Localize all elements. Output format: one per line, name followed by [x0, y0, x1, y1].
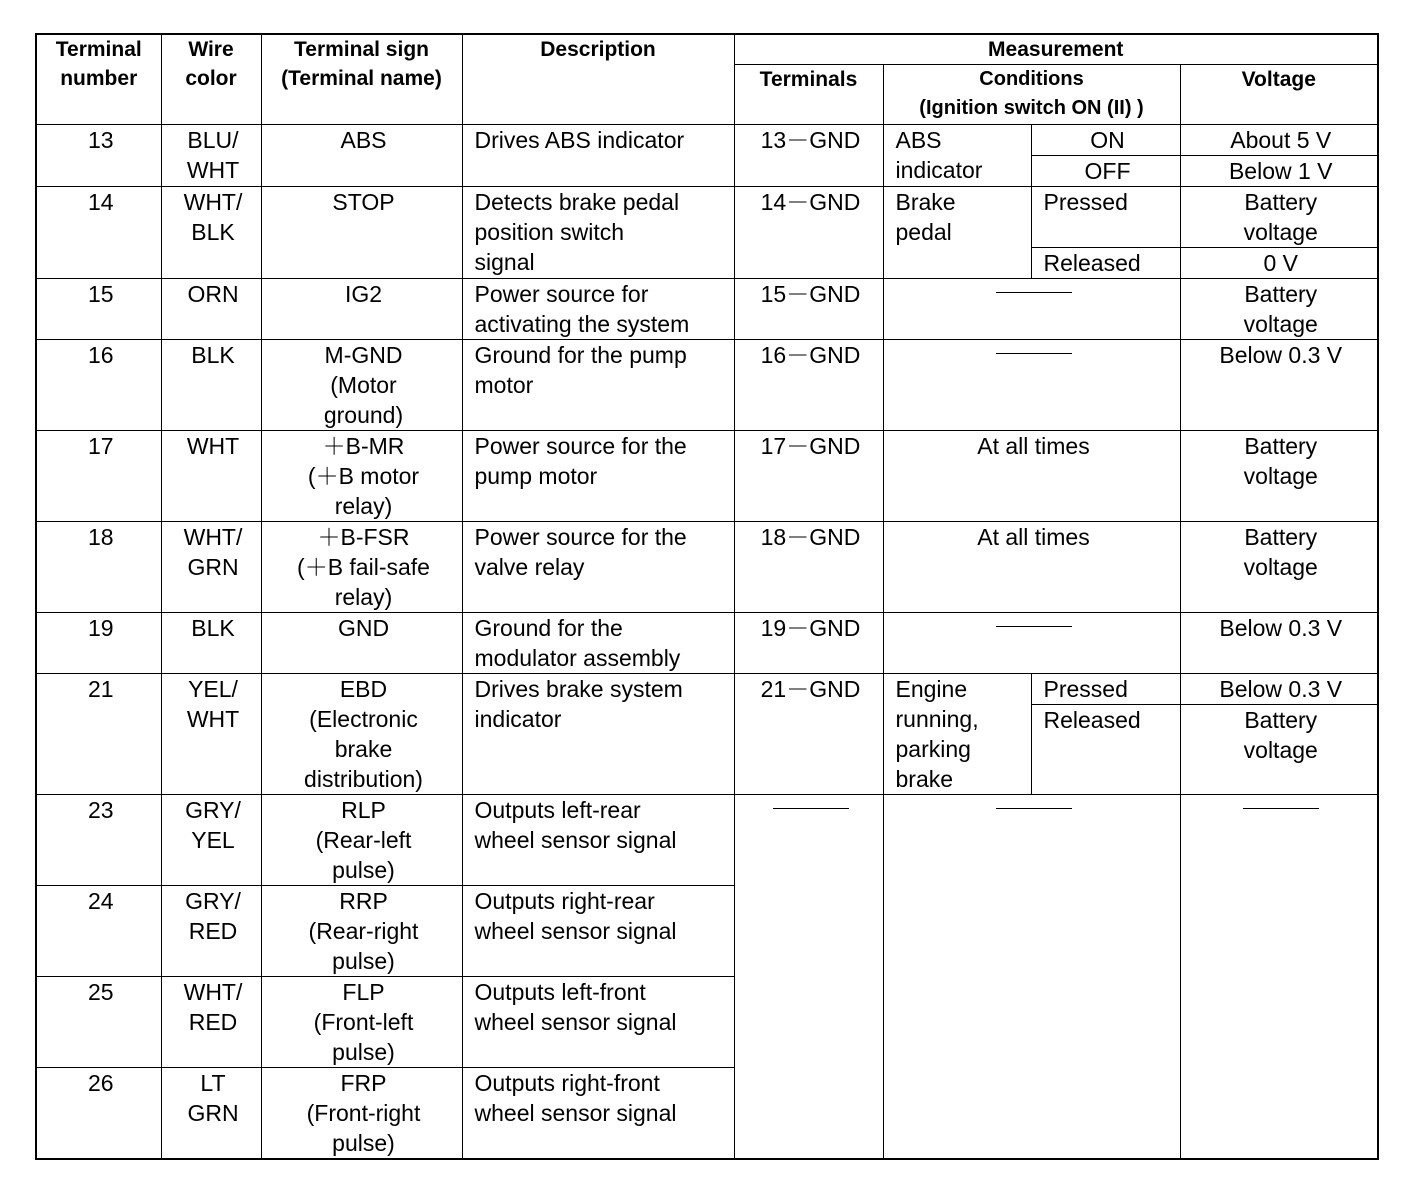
terminal-number: 21	[36, 674, 161, 795]
terminal-sign: FRP (Front-right pulse)	[261, 1068, 462, 1160]
header-conditions: Conditions (Ignition switch ON (II) )	[883, 65, 1180, 125]
condition: At all times	[883, 522, 1180, 613]
wire-color: YEL/ WHT	[161, 674, 261, 795]
terminal-sign: GND	[261, 613, 462, 674]
description: Drives brake system indicator	[462, 674, 734, 795]
voltage: Battery voltage	[1180, 705, 1378, 795]
terminals: 15－GND	[734, 279, 883, 340]
table-row	[36, 522, 1378, 613]
voltage: Battery voltage	[1180, 522, 1378, 613]
dash-mark	[1243, 808, 1319, 809]
voltage: Below 0.3 V	[1180, 613, 1378, 674]
description: Power source for the pump motor	[462, 431, 734, 522]
wire-color: WHT/ BLK	[161, 187, 261, 279]
header-description: Description	[462, 34, 734, 125]
wire-color: ORN	[161, 279, 261, 340]
condition: Engine running, parking brake	[883, 674, 1031, 795]
condition: At all times	[883, 431, 1180, 522]
description: Power source for activating the system	[462, 279, 734, 340]
terminal-number: 15	[36, 279, 161, 340]
description: Outputs right-rear wheel sensor signal	[462, 886, 734, 977]
terminal-number: 25	[36, 977, 161, 1068]
terminal-sign: IG2	[261, 279, 462, 340]
description: Ground for the modulator assembly	[462, 613, 734, 674]
wire-color: WHT	[161, 431, 261, 522]
table-row	[36, 340, 1378, 431]
wire-color: BLK	[161, 340, 261, 431]
terminals-empty	[734, 795, 883, 1160]
terminals: 21－GND	[734, 674, 883, 795]
condition-empty	[883, 795, 1180, 1160]
sub-condition: Pressed	[1031, 674, 1180, 705]
table-row	[36, 279, 1378, 340]
terminal-sign: RLP (Rear-left pulse)	[261, 795, 462, 886]
sub-condition: Released	[1031, 705, 1180, 795]
terminal-number: 24	[36, 886, 161, 977]
header-wire-color: Wire color	[161, 34, 261, 125]
sub-condition: OFF	[1031, 156, 1180, 187]
header-terminal-sign: Terminal sign (Terminal name)	[261, 34, 462, 125]
header-terminal-number: Terminal number	[36, 34, 161, 125]
header-voltage: Voltage	[1180, 65, 1378, 125]
dash-mark	[996, 626, 1072, 627]
terminal-sign: STOP	[261, 187, 462, 279]
dash-mark	[773, 808, 849, 809]
terminals: 17－GND	[734, 431, 883, 522]
terminals: 19－GND	[734, 613, 883, 674]
terminal-number: 14	[36, 187, 161, 279]
description: Outputs left-rear wheel sensor signal	[462, 795, 734, 886]
voltage-empty	[1180, 795, 1378, 1160]
terminal-sign: EBD (Electronic brake distribution)	[261, 674, 462, 795]
description: Outputs left-front wheel sensor signal	[462, 977, 734, 1068]
voltage: 0 V	[1180, 248, 1378, 279]
condition: Brake pedal	[883, 187, 1031, 279]
voltage: Below 1 V	[1180, 156, 1378, 187]
terminals: 13－GND	[734, 125, 883, 187]
wire-color: WHT/ RED	[161, 977, 261, 1068]
dash-mark	[996, 353, 1072, 354]
terminals: 14－GND	[734, 187, 883, 279]
voltage: Below 0.3 V	[1180, 674, 1378, 705]
voltage: Below 0.3 V	[1180, 340, 1378, 431]
table-row	[36, 431, 1378, 522]
wire-color: GRY/ YEL	[161, 795, 261, 886]
terminal-number: 23	[36, 795, 161, 886]
terminal-sign: RRP (Rear-right pulse)	[261, 886, 462, 977]
description: Drives ABS indicator	[462, 125, 734, 187]
voltage: Battery voltage	[1180, 187, 1378, 248]
wire-color: GRY/ RED	[161, 886, 261, 977]
terminal-number: 13	[36, 125, 161, 187]
wire-color: LT GRN	[161, 1068, 261, 1160]
table-row	[36, 187, 1378, 248]
description: Power source for the valve relay	[462, 522, 734, 613]
terminal-number: 17	[36, 431, 161, 522]
terminal-sign: M-GND (Motor ground)	[261, 340, 462, 431]
description: Ground for the pump motor	[462, 340, 734, 431]
table-row	[36, 795, 1378, 886]
description: Detects brake pedal position switch signal	[462, 187, 734, 279]
terminals: 18－GND	[734, 522, 883, 613]
table-row	[36, 674, 1378, 705]
terminal-sign: ＋B-MR (＋B motor relay)	[261, 431, 462, 522]
terminal-number: 19	[36, 613, 161, 674]
terminal-sign: ABS	[261, 125, 462, 187]
wire-color: BLK	[161, 613, 261, 674]
condition-empty	[883, 340, 1180, 431]
dash-mark	[996, 808, 1072, 809]
dash-mark	[996, 292, 1072, 293]
description: Outputs right-front wheel sensor signal	[462, 1068, 734, 1160]
condition: ABS indicator	[883, 125, 1031, 187]
sub-condition: Released	[1031, 248, 1180, 279]
terminal-sign: ＋B-FSR (＋B fail-safe relay)	[261, 522, 462, 613]
terminal-sign: FLP (Front-left pulse)	[261, 977, 462, 1068]
sub-condition: Pressed	[1031, 187, 1180, 248]
wire-color: WHT/ GRN	[161, 522, 261, 613]
sub-condition: ON	[1031, 125, 1180, 156]
condition-empty	[883, 613, 1180, 674]
voltage: About 5 V	[1180, 125, 1378, 156]
terminal-number: 16	[36, 340, 161, 431]
header-measurement: Measurement	[734, 34, 1378, 65]
table-row	[36, 125, 1378, 156]
voltage: Battery voltage	[1180, 279, 1378, 340]
table-row	[36, 613, 1378, 674]
header-terminals: Terminals	[734, 65, 883, 125]
terminal-number: 18	[36, 522, 161, 613]
terminal-measurement-table	[35, 33, 1379, 1160]
wire-color: BLU/ WHT	[161, 125, 261, 187]
terminals: 16－GND	[734, 340, 883, 431]
terminal-number: 26	[36, 1068, 161, 1160]
voltage: Battery voltage	[1180, 431, 1378, 522]
condition-empty	[883, 279, 1180, 340]
